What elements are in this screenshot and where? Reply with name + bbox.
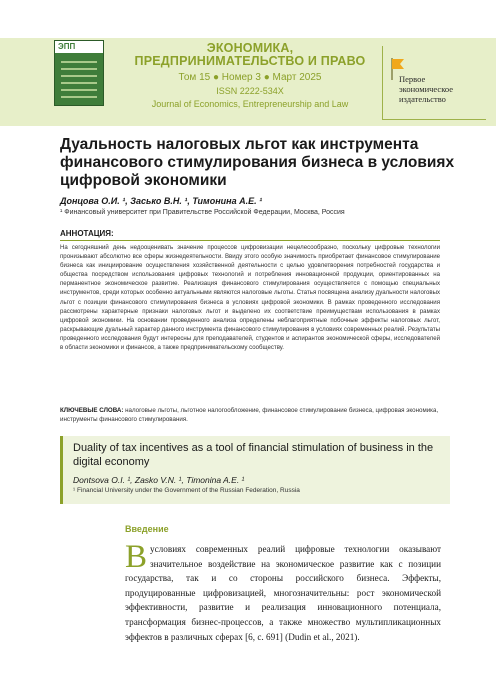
intro-dropcap: В (125, 539, 148, 575)
article-title: Дуальность налоговых льгот как инструмента финансового стимулирования бизнеса в условиях цифровой экономики (60, 136, 455, 189)
keywords-text: налоговые льготы, льготное налогообложение, финансовое стимулирование бизнеса, цифровая экономика, инструменты финансового стимулирования. (60, 407, 439, 424)
keywords-label: КЛЮЧЕВЫЕ СЛОВА: (60, 407, 124, 414)
journal-title-line1: ЭКОНОМИКА, (206, 41, 294, 55)
journal-title-english: Journal of Economics, Entrepreneurship and Law (151, 99, 349, 109)
journal-issn: ISSN 2222-534X (216, 86, 284, 96)
publisher-name-line2: экономическое (399, 84, 454, 94)
journal-issue-info: Том 15 ● Номер 3 ● Март 2025 (178, 72, 322, 83)
publisher-block (382, 46, 486, 120)
intro-text: условиях современных реалий цифровые технологии оказывают значительное воздействие на экономическое развитие как с позиции государства, так и со стороны российского бизнеса. Эффекты, продуцированные цифровизацией, многозначительны: рост экономической эффективности, развитие и реализация инновационного потенциала, трансформация бизнес-процессов, а также множество мультипликационных эффектов в различных сферах [6, с. 691] (Dudin et al., 2021). (125, 544, 441, 642)
flag-icon (391, 58, 405, 80)
publisher-name-line3: издательство (399, 94, 446, 104)
keywords (60, 406, 440, 424)
cover-decoration (61, 61, 97, 103)
journal-cover-thumbnail (54, 40, 104, 106)
english-summary-box (60, 436, 450, 504)
english-title: Duality of tax incentives as a tool of financial stimulation of business in the digital economy (73, 442, 434, 468)
article-affiliation: ¹ Финансовый университет при Правительстве Российской Федерации, Москва, Россия (60, 209, 345, 216)
cover-label-strip (55, 41, 103, 53)
intro-heading: Введение (125, 524, 169, 534)
publisher-name-line1: Первое (399, 74, 426, 84)
journal-title-line2: ПРЕДПРИНИМАТЕЛЬСТВО И ПРАВО (134, 54, 366, 68)
abstract-divider (60, 240, 440, 241)
intro-paragraph (125, 539, 441, 644)
english-authors: Dontsova O.I. ¹, Zasko V.N. ¹, Timonina A.E. ¹ (73, 475, 245, 485)
english-affiliation: ¹ Financial University under the Government of the Russian Federation, Russia (73, 487, 300, 494)
journal-masthead (120, 42, 380, 109)
abstract-text: На сегодняшний день недооценивать значение процессов цифровизации нецелесообразно, поскольку цифровые технологии пронизывают абсолютно все сферы жизнедеятельности. Ввиду этого особую значимость приобретает финансовое стимулирование бизнеса как инициирование осуществления хозяйственной деятельности с целью удовлетворения потребностей государства и общества посредством использования цифровых технологий и потребления инновационной продукции, ориентированных на перманентное экономическое развитие. Реализация финансового стимулирования осуществляется с помощью специальных инструментов, среди которых особенно актуальными являются налоговые льготы. Статья посвящена анализу дуальности налоговых льгот с позиции финансового стимулирования бизнеса в условиях цифровой экономики. В рамках проведенного исследования рассмотрены характерные признаки налоговых льгот и выделено их соответствие преимуществам использования в рамках цифровой экономики. На основании проведенного анализа определены неблагоприятные побочные эффекты налоговых льгот, раскрывающие дуальный характер данного инструмента финансового стимулирования в условиях современных реалий. Результаты проведенного исследования будут интересны для преподавателей, студентов и аспирантов экономической сферы, исследователей в области экономики и финансов, а также предпринимательскому сообществу. (60, 244, 440, 352)
article-authors: Донцова О.И. ¹, Засько В.Н. ¹, Тимонина А.Е. ¹ (60, 196, 263, 206)
abstract-heading: АННОТАЦИЯ: (60, 229, 114, 238)
cover-label: ЭПП (58, 42, 76, 51)
